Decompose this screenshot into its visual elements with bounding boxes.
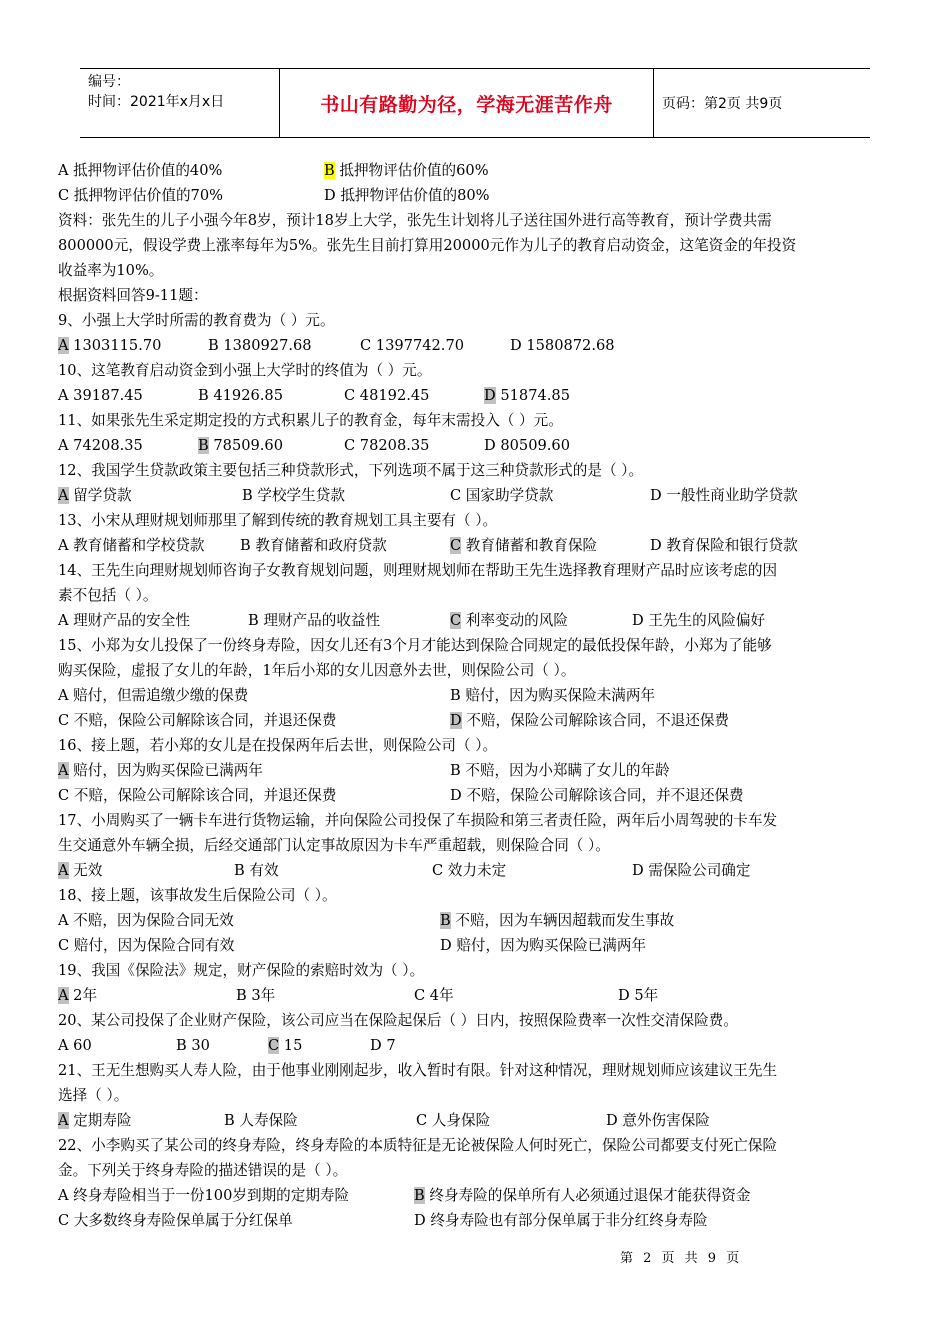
q21-option-c: C 人身保险 — [416, 1112, 491, 1129]
q13-answer-marker: C — [450, 537, 462, 554]
q14-answer-marker: C — [450, 612, 462, 629]
q20-option-c: C 15 — [268, 1037, 303, 1054]
q12-stem: 12、我国学生贷款政策主要包括三种贷款形式，下列选项不属于这三种贷款形式的是（ ）。 — [58, 462, 644, 479]
q9-option-a: A 1303115.70 — [58, 337, 162, 354]
q17-stem-line1: 17、小周购买了一辆卡车进行货物运输，并向保险公司投保了车损险和第三者责任险，两年后小周驾驶的卡车发 — [58, 812, 778, 829]
q21-option-a: A 定期寿险 — [58, 1112, 132, 1129]
q18-option-c: C 赔付，因为保险合同有效 — [58, 937, 235, 954]
q20-stem: 20、某公司投保了企业财产保险，该公司应当在保险起保后（ ）日内，按照保险费率一次性交清保险费。 — [58, 1012, 738, 1029]
q16-option-b: B 不赔，因为小郑瞒了女儿的年龄 — [450, 762, 670, 779]
q21-options — [58, 1108, 892, 1133]
q10-stem: 10、这笔教育启动资金到小强上大学时的终值为（ ）元。 — [58, 362, 432, 379]
q17-option-d: D 需保险公司确定 — [632, 862, 751, 879]
q13-option-b: B 教育储蓄和政府贷款 — [240, 537, 387, 554]
q9-stem: 9、小强上大学时所需的教育费为（ ）元。 — [58, 312, 335, 329]
q8-options-row2 — [58, 183, 892, 208]
q16-option-a: A 赔付，因为购买保险已满两年 — [58, 762, 263, 779]
q18-stem: 18、接上题，该事故发生后保险公司（ ）。 — [58, 887, 337, 904]
q14-option-c: C 利率变动的风险 — [450, 612, 568, 629]
q11-options — [58, 433, 892, 458]
document-body — [58, 158, 892, 1233]
q19-option-d: D 5年 — [618, 987, 659, 1004]
q18-options-row1 — [58, 908, 892, 933]
q20-option-b: B 30 — [176, 1037, 210, 1054]
q22-option-d: D 终身寿险也有部分保单属于非分红终身寿险 — [414, 1212, 708, 1229]
q15-answer-marker: D — [450, 712, 462, 729]
material-line2: 800000元，假设学费上涨率每年为5%。张先生目前打算用20000元作为儿子的教育启动资金，这笔资金的年投资 — [58, 237, 797, 254]
q16-answer-marker: A — [58, 762, 69, 779]
q20-option-d: D 7 — [370, 1037, 396, 1054]
q11-option-c: C 78208.35 — [344, 437, 430, 454]
q12-option-d: D 一般性商业助学贷款 — [650, 487, 798, 504]
header-motto: 书山有路勤为径，学海无涯苦作舟 — [280, 69, 654, 137]
q10-option-d: D 51874.85 — [484, 387, 570, 404]
material-line3: 收益率为10%。 — [58, 262, 164, 279]
q13-option-a: A 教育储蓄和学校贷款 — [58, 537, 205, 554]
q18-option-a: A 不赔，因为保险合同无效 — [58, 912, 234, 929]
q8-option-a: A 抵押物评估价值的40% — [58, 162, 223, 179]
q11-option-a: A 74208.35 — [58, 437, 143, 454]
q15-stem-line1: 15、小郑为女儿投保了一份终身寿险，因女儿还有3个月才能达到保险合同规定的最低投保年龄，小郑为了能够 — [58, 637, 772, 654]
q21-stem-line2: 选择（ ）。 — [58, 1087, 129, 1104]
q22-option-b: B 终身寿险的保单所有人必须通过退保才能获得资金 — [414, 1187, 751, 1204]
q22-options-row1 — [58, 1183, 892, 1208]
q12-answer-marker: A — [58, 487, 69, 504]
q14-option-d: D 王先生的风险偏好 — [632, 612, 766, 629]
q18-option-d: D 赔付，因为购买保险已满两年 — [440, 937, 647, 954]
q22-stem-line1: 22、小李购买了某公司的终身寿险，终身寿险的本质特征是无论被保险人何时死亡，保险公司都要支付死亡保险 — [58, 1137, 778, 1154]
q10-option-a: A 39187.45 — [58, 387, 143, 404]
q17-stem-line2: 生交通意外车辆全损，后经交通部门认定事故原因为卡车严重超载，则保险合同（ ）。 — [58, 837, 610, 854]
q14-stem-line2: 素不包括（ ）。 — [58, 587, 158, 604]
page-footer: 第 2 页 共 9 页 — [620, 1251, 743, 1266]
q15-option-a: A 赔付，但需追缴少缴的保费 — [58, 687, 249, 704]
q19-options — [58, 983, 892, 1008]
q20-option-a: A 60 — [58, 1037, 92, 1054]
q9-option-b: B 1380927.68 — [208, 337, 312, 354]
q12-option-b: B 学校学生贷款 — [242, 487, 345, 504]
q12-option-c: C 国家助学贷款 — [450, 487, 554, 504]
q16-option-d: D 不赔，保险公司解除该合同，并不退还保费 — [450, 787, 744, 804]
q14-option-b: B 理财产品的收益性 — [248, 612, 381, 629]
q15-option-c: C 不赔，保险公司解除该合同，并退还保费 — [58, 712, 337, 729]
q16-options-row2 — [58, 783, 892, 808]
q13-option-d: D 教育保险和银行贷款 — [650, 537, 798, 554]
q21-stem-line1: 21、王无生想购买人寿人险，由于他事业刚刚起步，收入暂时有限。针对这种情况，理财规划师应该建议王先生 — [58, 1062, 778, 1079]
q19-option-b: B 3年 — [236, 987, 276, 1004]
material-line1: 资料：张先生的儿子小强今年8岁，预计18岁上大学，张先生计划将儿子送往国外进行高等教育，预计学费共需 — [58, 212, 772, 229]
q12-option-a: A 留学贷款 — [58, 487, 132, 504]
q9-answer-marker: A — [58, 337, 69, 354]
q21-option-b: B 人寿保险 — [224, 1112, 298, 1129]
q22-answer-marker: B — [414, 1187, 425, 1204]
q9-option-c: C 1397742.70 — [360, 337, 465, 354]
q10-answer-marker: D — [484, 387, 496, 404]
q11-answer-marker: B — [198, 437, 209, 454]
number-label: 编号： — [88, 74, 130, 90]
q22-stem-line2: 金。下列关于终身寿险的描述错误的是（ ）。 — [58, 1162, 348, 1179]
q17-option-c: C 效力未定 — [432, 862, 507, 879]
q13-option-c: C 教育储蓄和教育保险 — [450, 537, 598, 554]
q15-option-b: B 赔付，因为购买保险未满两年 — [450, 687, 656, 704]
time-label: 时间：2021年x月x日 — [88, 94, 225, 110]
q15-option-d: D 不赔，保险公司解除该合同，不退还保费 — [450, 712, 730, 729]
q19-option-a: A 2年 — [58, 987, 98, 1004]
q20-answer-marker: C — [268, 1037, 280, 1054]
q8-answer-marker: B — [324, 162, 335, 179]
q9-options — [58, 333, 892, 358]
q21-answer-marker: A — [58, 1112, 69, 1129]
q15-options-row2 — [58, 708, 892, 733]
q18-option-b: B 不赔，因为车辆因超载而发生事故 — [440, 912, 675, 929]
q22-option-a: A 终身寿险相当于一份100岁到期的定期寿险 — [58, 1187, 350, 1204]
q21-option-d: D 意外伤害保险 — [606, 1112, 710, 1129]
q16-stem: 16、接上题，若小郑的女儿是在投保两年后去世，则保险公司（ ）。 — [58, 737, 498, 754]
q20-options — [58, 1033, 892, 1058]
q8-options-row1 — [58, 158, 892, 183]
q14-option-a: A 理财产品的安全性 — [58, 612, 190, 629]
q19-stem: 19、我国《保险法》规定，财产保险的索赔时效为（ ）。 — [58, 962, 425, 979]
q17-option-b: B 有效 — [234, 862, 279, 879]
q8-option-c: C 抵押物评估价值的70% — [58, 187, 223, 204]
q22-option-c: C 大多数终身寿险保单属于分红保单 — [58, 1212, 293, 1229]
q8-option-b: B 抵押物评估价值的60% — [324, 162, 489, 179]
q12-options — [58, 483, 892, 508]
q16-options-row1 — [58, 758, 892, 783]
q11-option-d: D 80509.60 — [484, 437, 570, 454]
header-meta — [80, 69, 280, 137]
q17-options — [58, 858, 892, 883]
q18-answer-marker: B — [440, 912, 451, 929]
q17-option-a: A 无效 — [58, 862, 103, 879]
q18-options-row2 — [58, 933, 892, 958]
q10-options — [58, 383, 892, 408]
q9-option-d: D 1580872.68 — [510, 337, 615, 354]
q17-answer-marker: A — [58, 862, 69, 879]
q13-stem: 13、小宋从理财规划师那里了解到传统的教育规划工具主要有（ ）。 — [58, 512, 498, 529]
material-answer-hint: 根据资料回答9-11题： — [58, 287, 208, 304]
q15-stem-line2: 购买保险，虚报了女儿的年龄，1年后小郑的女儿因意外去世，则保险公司（ ）。 — [58, 662, 576, 679]
q14-stem-line1: 14、王先生向理财规划师咨询子女教育规划问题，则理财规划师在帮助王先生选择教育理财产品时应该考虑的因 — [58, 562, 778, 579]
q10-option-b: B 41926.85 — [198, 387, 283, 404]
header-page-label: 页码：第2页 共9页 — [662, 96, 783, 112]
q22-options-row2 — [58, 1208, 892, 1233]
q8-option-d: D 抵押物评估价值的80% — [324, 187, 490, 204]
q11-stem: 11、如果张先生采定期定投的方式积累儿子的教育金，每年末需投入（ ）元。 — [58, 412, 563, 429]
q16-option-c: C 不赔，保险公司解除该合同，并退还保费 — [58, 787, 337, 804]
q14-options — [58, 608, 892, 633]
page-header — [80, 68, 870, 138]
q19-answer-marker: A — [58, 987, 69, 1004]
q15-options-row1 — [58, 683, 892, 708]
q11-option-b: B 78509.60 — [198, 437, 284, 454]
q19-option-c: C 4年 — [414, 987, 454, 1004]
q10-option-c: C 48192.45 — [344, 387, 430, 404]
q13-options — [58, 533, 892, 558]
